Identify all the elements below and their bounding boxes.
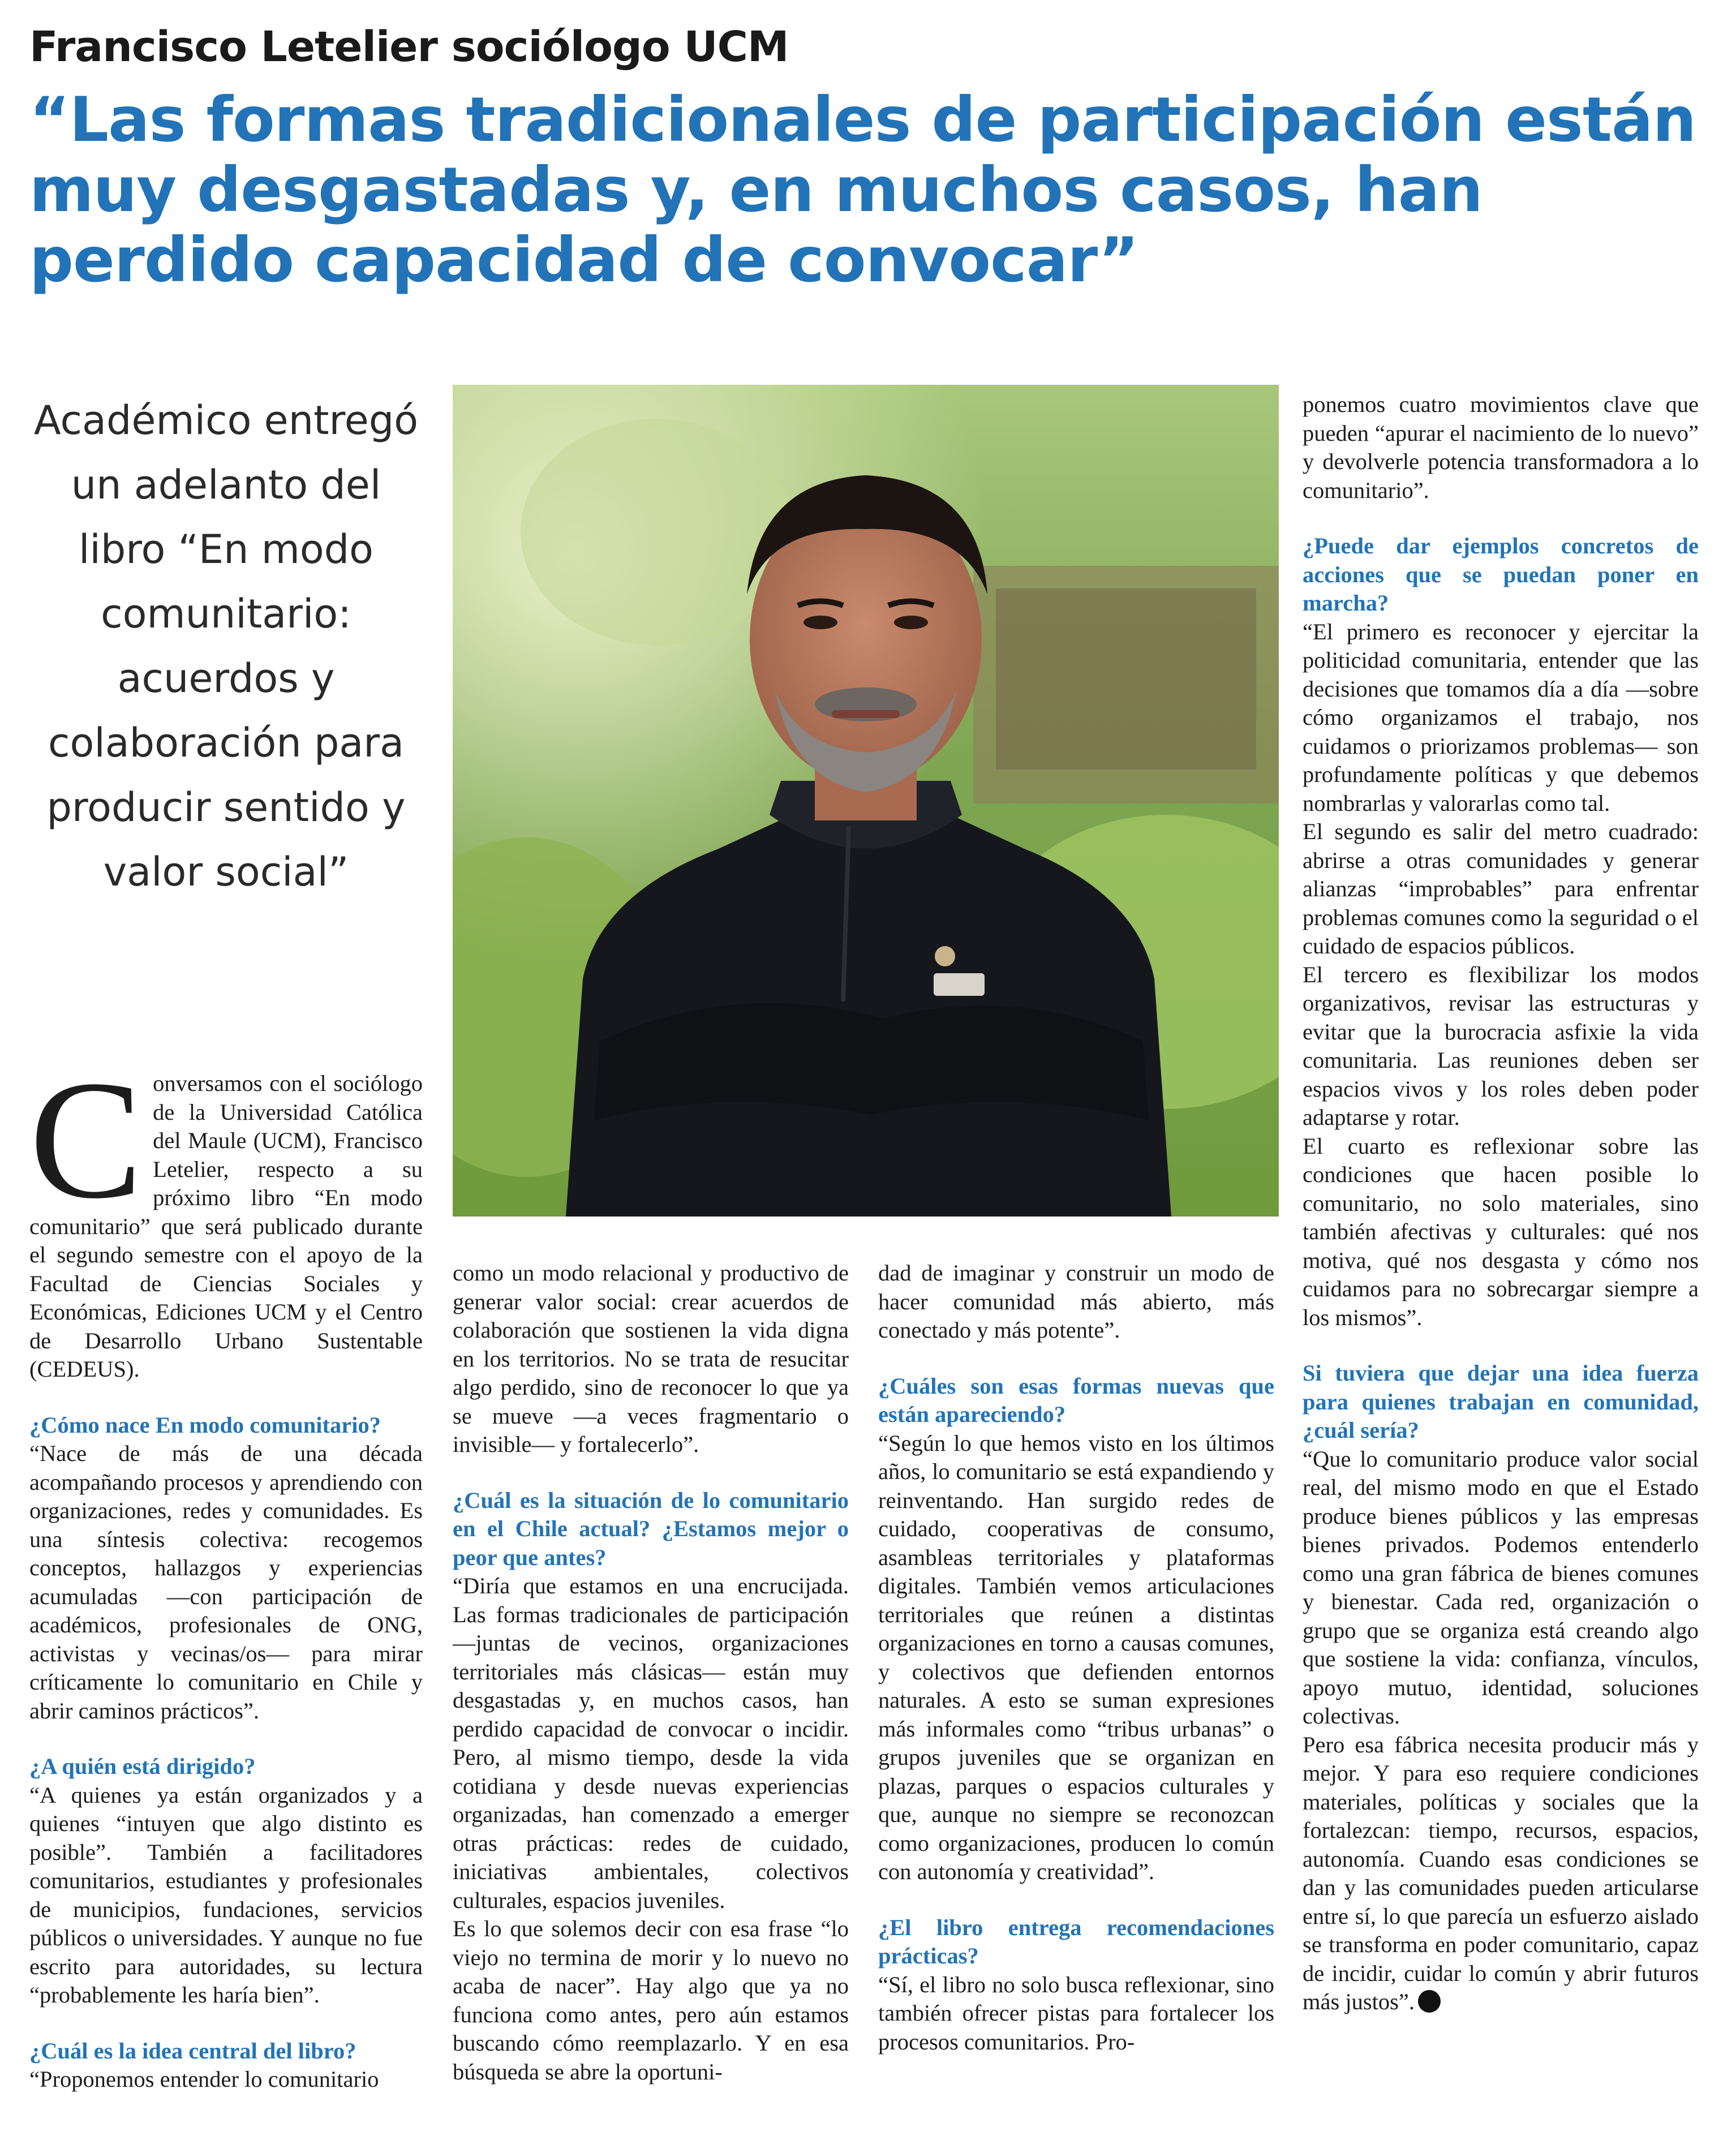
answer-4-p2: Es lo que solemos decir con esa frase “lo viejo no termina de morir y lo nuevo no acaba de nacer”. Hay algo que ya no funciona como antes, pero aún estamos buscando cómo reemplazarlo. Y en esa búsqueda se abre la oportuni- (453, 1916, 849, 2084)
answer-7-p2: El segundo es salir del metro cuadrado: abrirse a otras comunidades y generar alianzas “improbables” para enfrentar problemas comunes como la seguridad o el cuidado de espacios públicos. (1303, 819, 1699, 958)
answer-7-p4: El cuarto es reflexionar sobre las condiciones que hacen posible lo comunitario, no solo materiales, sino también afectivas y culturales: qué nos motiva, qué nos desgasta y cómo nos cuidamos para no sobrecargar siempre a los mismos”. (1303, 1133, 1699, 1330)
portrait-illustration (453, 385, 1279, 1217)
answer-4-p1: “Diría que estamos en una encrucijada. Las formas tradicionales de participación —juntas de vecinos, organizaciones territoriales más clásicas— están muy desgastadas y, en muchos casos, han perdido capacidad de convocar o incidir. Pero, al mismo tiempo, desde la vida cotidiana y desde nuevas experiencias organizadas, han comenzado a emerger otras prácticas: redes de cuidado, iniciativas ambientales, colectivos culturales, espacios juveniles. (453, 1573, 849, 1913)
article-headline: “Las formas tradicionales de participación están muy desgastadas y, en muchos casos, han perdido capacidad de convocar” (29, 84, 1696, 296)
question-6: ¿El libro entrega recomendaciones prácticas? (878, 1914, 1274, 1968)
answer-5: “Según lo que hemos visto en los últimos años, lo comunitario se está expandiendo y reinventando. Han surgido redes de cuidado, cooperativas de consumo, asambleas territoriales y plataformas digitales. También vemos articulaciones territoriales que reúnen a distintas organizaciones en torno a causas comunes, y colectivos que defienden entornos naturales. A esto se suman expresiones más informales como “tribus urbanas” o grupos juveniles que se organizan en plazas, parques o espacios culturales y que, aunque no siempre se reconozcan como organizaciones, producen lo común con autonomía y creatividad”. (878, 1430, 1274, 1884)
question-3: ¿Cuál es la idea central del libro? (29, 2038, 356, 2064)
question-1: ¿Cómo nace En modo comunitario? (29, 1412, 381, 1438)
portrait-photo (453, 385, 1279, 1217)
end-of-article-mark (1418, 1990, 1441, 2013)
question-4: ¿Cuál es la situación de lo comunitario en el Chile actual? ¿Estamos mejor o peor que antes? (453, 1487, 849, 1570)
answer-3-cont: como un modo relacional y productivo de generar valor social: crear acuerdos de colaboración que sostienen la vida digna en los territorios. No se trata de resucitar algo perdido, sino de reconocer lo que ya se mueve —a veces fragmentario o invisible— y fortalecerlo”. (453, 1260, 849, 1457)
answer-1: “Nace de más de una década acompañando procesos y aprendiendo con organizaciones, redes y comunidades. Es una síntesis colectiva: recogemos conceptos, hallazgos y experiencias acumuladas —con participación de académicos, profesionales de ONG, activistas y vecinas/os— para mirar críticamente lo comunitario en Chile y abrir caminos prácticos”. (29, 1441, 423, 1723)
intro-paragraph: onversamos con el sociólogo de la Universidad Católica del Maule (UCM), Francisco Letelier, respecto a su próximo libro “En modo comunitario” que será publicado durante el segundo semestre con el apoyo de la Facultad de Ciencias Sociales y Económicas, Ediciones UCM y el Centro de Desarrollo Urbano Sustentable (CEDEUS). (29, 1071, 423, 1382)
answer-8-p1: “Que lo comunitario produce valor social real, del mismo modo en que el Estado produce bienes públicos y las empresas bienes privados. Podemos entenderlo como una gran fábrica de bienes comunes y bienestar. Cada red, organización o grupo que se organiza está creando algo que sostiene la vida: confianza, vínculos, apoyo mutuo, identidad, soluciones colectivas. (1303, 1446, 1699, 1729)
article-intro (29, 1046, 423, 1384)
question-2: ¿A quién está dirigido? (29, 1753, 256, 1779)
answer-4-cont: dad de imaginar y construir un modo de hacer comunidad más abierto, más conectado y más potente”. (878, 1260, 1274, 1343)
text-column-2 (453, 1259, 849, 2086)
question-7: ¿Puede dar ejemplos concretos de acciones que se puedan poner en marcha? (1303, 533, 1699, 616)
answer-2: “A quienes ya están organizados y a quienes “intuyen que algo distinto es posible”. También a facilitadores comunitarios, estudiantes y profesionales de municipios, fundaciones, servicios públicos o universidades. Y aunque no fue escrito para autoridades, su lectura “probablemente les haría bien”. (29, 1782, 423, 2008)
question-8: Si tuviera que dejar una idea fuerza para quienes trabajan en comunidad, ¿cuál sería? (1303, 1360, 1699, 1443)
text-column-1 (29, 1046, 423, 2094)
answer-8-p2: Pero esa fábrica necesita producir más y mejor. Y para eso requiere condiciones materiales, políticas y sociales que la fortalezcan: tiempo, recursos, espacios, autonomía. Cuando esas condiciones se dan y las comunidades pueden articularse entre sí, lo que parecía un esfuerzo aislado se transforma en poder comunitario, capaz de incidir, cuidar lo común y abrir futuros más justos”. (1303, 1731, 1699, 2014)
drop-cap: C (29, 1046, 143, 1233)
article-lead: Académico entregó un adelanto del libro “En modo comunitario: acuerdos y colaboración para producir sentido y valor social” (33, 397, 419, 895)
article-kicker: Francisco Letelier sociólogo UCM (29, 23, 789, 71)
answer-7-p1: “El primero es reconocer y ejercitar la politicidad comunitaria, entender que las decisiones que tomamos día a día —sobre cómo organizamos el trabajo, nos cuidamos o priorizamos problemas— son profundamente políticas y que debemos nombrarlas y valorarlas como tal. (1303, 618, 1699, 816)
answer-6-start: “Sí, el libro no solo busca reflexionar, sino también ofrecer pistas para fortalecer los procesos comunitarios. Pro- (878, 1971, 1274, 2054)
question-5: ¿Cuáles son esas formas nuevas que están apareciendo? (878, 1373, 1274, 1427)
text-column-3 (878, 1259, 1274, 2056)
answer-6-cont: ponemos cuatro movimientos clave que pueden “apurar el nacimiento de lo nuevo” y devolverle potencia transformadora a lo comunitario”. (1303, 392, 1699, 503)
answer-3-start: “Proponemos entender lo comunitario (29, 2066, 379, 2092)
text-column-4 (1303, 390, 1699, 2017)
answer-7-p3: El tercero es flexibilizar los modos organizativos, revisar las estructuras y evitar que la burocracia asfixie la vida comunitaria. Las reuniones deben ser espacios vivos y los roles deben poder adaptarse y rotar. (1303, 961, 1699, 1130)
